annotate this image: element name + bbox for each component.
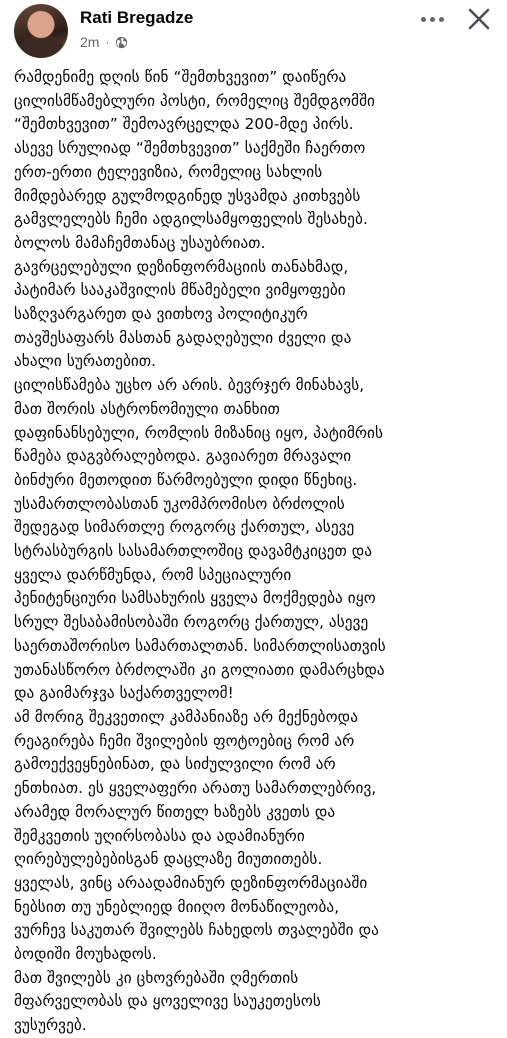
author-name[interactable]: Rati Bregadze xyxy=(80,8,194,27)
text-line: სრულ შესაბამისობაში როგორც ქართულ, ასევე xyxy=(14,613,369,632)
post-timestamp[interactable]: 2m xyxy=(80,34,100,50)
post-header xyxy=(0,0,507,62)
text-line: მათ შვილებს კი ცხოვრებაში ღმერთის xyxy=(14,968,299,987)
post-body xyxy=(14,66,500,1038)
text-line: პატიმარ სააკაშვილის მწამებელი ვიმყოფები xyxy=(14,281,346,300)
meta-separator: · xyxy=(105,35,110,49)
text-line: გავრცელებული დეზინფორმაციის თანახმად, xyxy=(14,257,349,276)
text-line: ნებსით თუ უნებლიედ მიიღო მონაწილეობა, xyxy=(14,897,340,916)
text-line: ღირებულებებისგან დაცლაზე მიუთითებს. xyxy=(14,850,323,869)
text-line: შედეგად სიმართლე როგორც ქართულ, ასევე xyxy=(14,518,355,537)
text-line: და გაიმარჯვა საქართველომ! xyxy=(14,684,234,703)
text-line: გამვლელებს ჩემი ადგილსამყოფელის შესახებ. xyxy=(14,210,368,229)
text-line: შემკვეთის უღირსობასა და ადამიანური xyxy=(14,826,305,845)
text-line: ყველას, ვინც არაადამიანურ დეზინფორმაციაში xyxy=(14,873,368,892)
text-line: საერთაშორისო სამართალთან. სიმართლისათვის xyxy=(14,636,386,655)
text-line: მიმდებარედ გულმოდგინედ უსვამდა კითხვებს xyxy=(14,186,361,205)
post-meta xyxy=(80,33,128,51)
close-icon[interactable] xyxy=(464,4,494,34)
text-line: ვურჩევ საკუთარ შვილებს ჩახედოს თვალებში და xyxy=(14,921,379,940)
text-line: რეაგირება ჩემი შვილების ფოტოებიც რომ არ xyxy=(14,731,355,750)
post-text xyxy=(14,66,500,1038)
text-line: ყველა დარწმუნდა, რომ სპეციალური xyxy=(14,565,292,584)
text-line: ცილისწამება უცხო არ არის. ბევრჯერ მინახავს, xyxy=(14,376,365,395)
text-line: დაფინანსებული, რომლის მიზანიც იყო, პატიმრის xyxy=(14,423,384,442)
text-line: ბინძური მეთოდით წარმოებული დიდი წნეხიც. xyxy=(14,470,358,489)
text-line: წამება დაგვბრალებოდა. გავიარეთ მრავალი xyxy=(14,447,352,466)
text-line: ერთ-ერთი ტელევიზია, რომელიც სახლის xyxy=(14,162,323,181)
text-line: ვუსურვებ. xyxy=(14,1016,87,1035)
more-options-icon[interactable] xyxy=(414,6,450,32)
text-line: ბოდიში მოუხადოს. xyxy=(14,945,157,964)
text-line: ასევე სრულიად “შემთხვევით” საქმეში ჩაერთო xyxy=(14,139,366,158)
text-line: “შემთხვევით” შემოავრცელდა 200-მდე პირს. xyxy=(14,115,354,134)
text-line: ბოლოს მამაჩემთანაც უსაუბრიათ. xyxy=(14,233,266,252)
text-line: უთანასწორო ბრძოლაში კი გოლიათი დამარცხდა xyxy=(14,660,385,679)
text-line: პენიტენციური სამსახურის ყველა მოქმედება იყო xyxy=(14,589,376,608)
text-line: არამედ მორალურ წითელ ხაზებს კვეთს და xyxy=(14,802,336,821)
text-line: მფარველობას და ყოველივე საუკეთესოს xyxy=(14,992,321,1011)
text-line: ენთხიათ. ეს ყველაფერი არათუ სამართლებრივ, xyxy=(14,779,377,798)
text-line: სტრასბურგის სასამართლოშიც დავამტკიცეთ და xyxy=(14,542,373,561)
text-line: რამდენიმე დღის წინ “შემთხვევით” დაიწერა xyxy=(14,68,347,86)
text-line: თავშესაფარს მასთან გადაღებული ძველი და xyxy=(14,328,352,347)
text-line: ცილისმწამებლური პოსტი, რომელიც შემდგომში xyxy=(14,91,375,110)
text-line: ამ მორიგ შეკვეთილ კამპანიაზე არ მექნებოდა xyxy=(14,707,359,726)
text-line: ახალი სურათებით. xyxy=(14,352,157,371)
text-line: უსამართლობასთან უკომპრომისო ბრძოლის xyxy=(14,494,345,513)
globe-icon[interactable] xyxy=(115,36,128,49)
avatar[interactable] xyxy=(14,4,68,58)
text-line: საზღვარგარეთ და ვითხოვ პოლიტიკურ xyxy=(14,305,308,324)
text-line: გამოექვეყნებინათ, და სიძულვილი რომ არ xyxy=(14,755,336,774)
text-line: მათ შორის ასტრონომიული თანხით xyxy=(14,399,280,418)
